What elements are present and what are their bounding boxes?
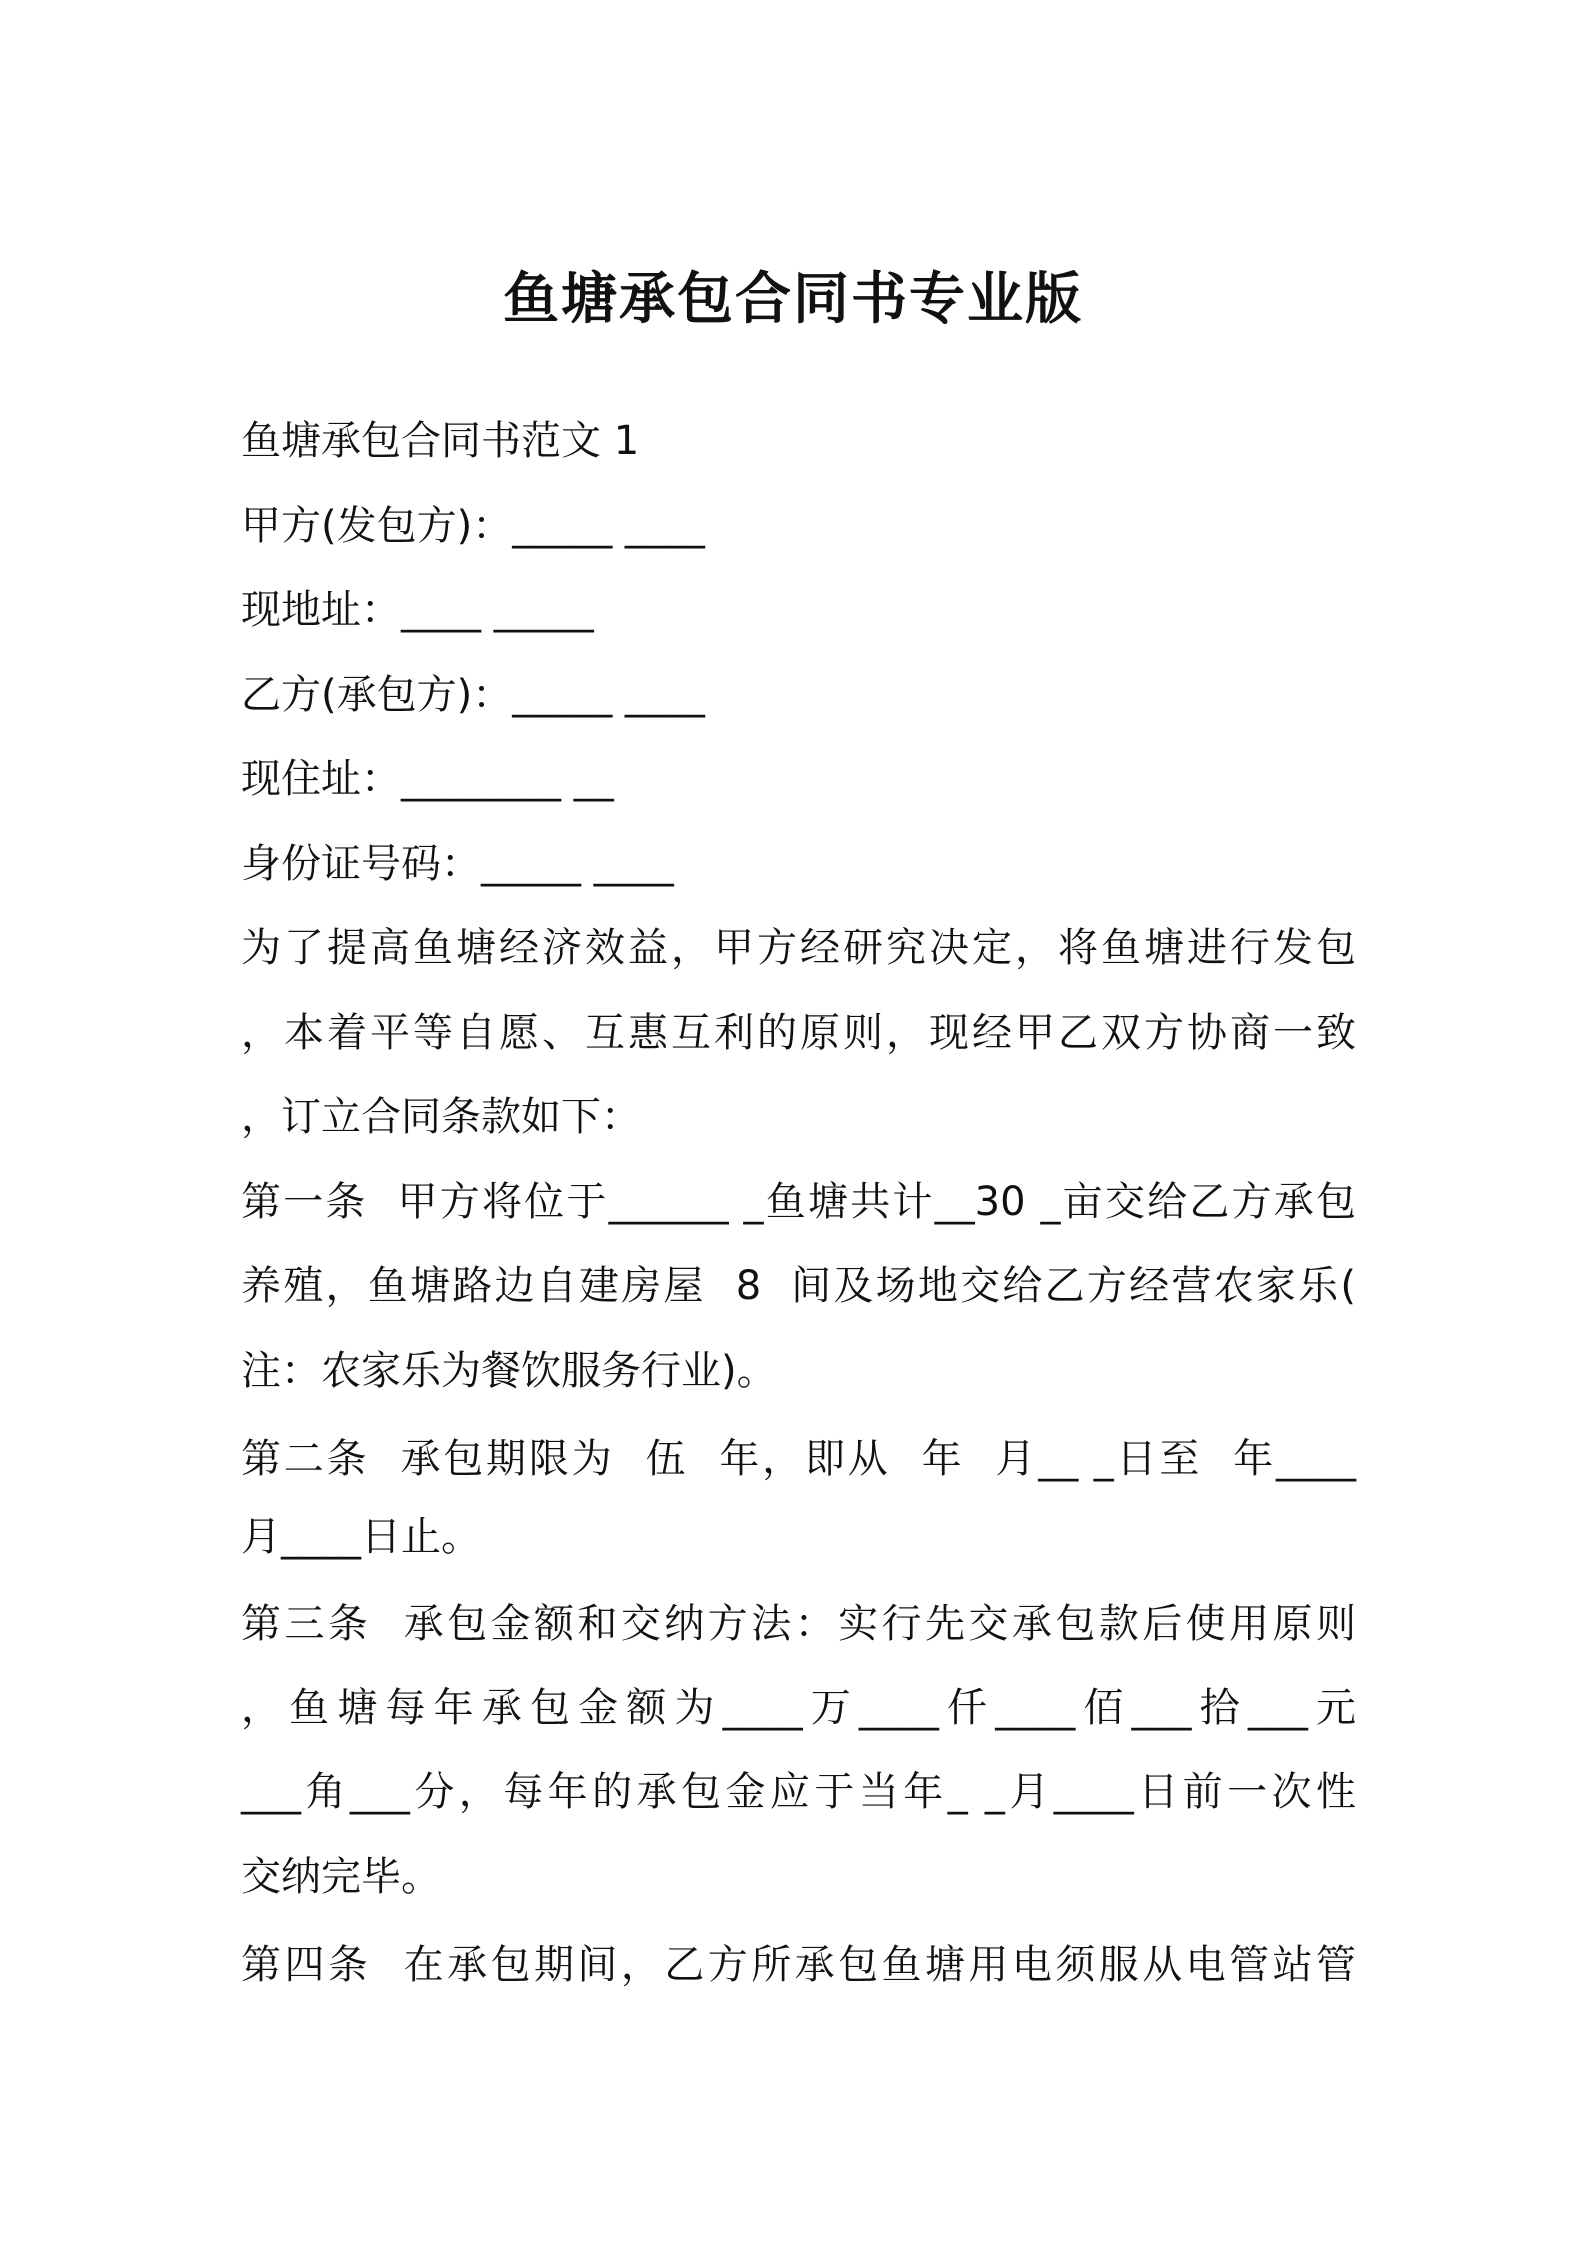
- article4-line-1: 第四条 在承包期间，乙方所承包鱼塘用电须服从电管站管: [241, 1942, 1356, 1988]
- article1-line-2: 养殖，鱼塘路边自建房屋 8 间及场地交给乙方经营农家乐(: [241, 1263, 1356, 1309]
- field-party-b: 乙方(承包方)：_____ ____: [241, 672, 705, 718]
- article3-line-3: ___角___分，每年的承包金应于当年_ _月____日前一次性: [241, 1769, 1356, 1815]
- article3-line-4: 交纳完毕。: [241, 1854, 441, 1900]
- field-address-b: 现住址：________ __: [241, 756, 614, 802]
- intro-line-2: ，本着平等自愿、互惠互利的原则，现经甲乙双方协商一致: [241, 1010, 1356, 1056]
- article3-line-1: 第三条 承包金额和交纳方法：实行先交承包款后使用原则: [241, 1601, 1356, 1647]
- article1-line-1: 第一条 甲方将位于______ _鱼塘共计__30 _亩交给乙方承包: [241, 1179, 1356, 1225]
- document-subtitle: 鱼塘承包合同书范文 1: [241, 418, 640, 464]
- article2-line-2: 月____日止。: [241, 1514, 481, 1560]
- article1-line-3: 注：农家乐为餐饮服务行业)。: [241, 1348, 777, 1394]
- article2-line-1: 第二条 承包期限为 伍 年，即从 年 月__ _日至 年____: [241, 1436, 1356, 1482]
- intro-line-3: ，订立合同条款如下：: [241, 1094, 641, 1140]
- intro-line-1: 为了提高鱼塘经济效益，甲方经研究决定，将鱼塘进行发包: [241, 925, 1356, 971]
- article3-line-2: ，鱼塘每年承包金额为____万____仟____佰___拾___元: [241, 1685, 1356, 1731]
- field-address-a: 现地址：____ _____: [241, 587, 594, 633]
- field-party-a: 甲方(发包方)：_____ ____: [241, 503, 705, 549]
- document-title: 鱼塘承包合同书专业版: [503, 267, 1083, 332]
- field-id-number: 身份证号码：_____ ____: [241, 841, 674, 887]
